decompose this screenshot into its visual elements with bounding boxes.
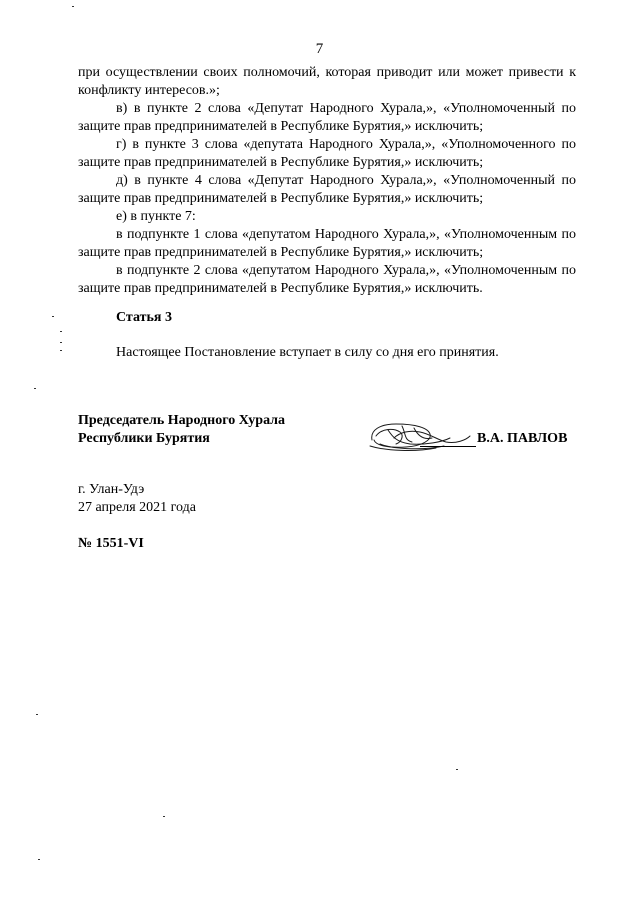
scan-speck <box>36 714 38 715</box>
paragraph: при осуществлении своих полномочий, которая приводит или может привести к конфликту интересов.»; <box>78 65 576 98</box>
scan-speck <box>34 388 36 389</box>
scan-speck <box>72 6 74 7</box>
signatory-title <box>78 412 285 448</box>
scan-speck <box>52 316 54 317</box>
signature-line <box>420 446 476 447</box>
scan-speck <box>456 769 458 770</box>
article-heading: Статья 3 <box>116 310 172 325</box>
paragraph: в подпункте 2 слова «депутатом Народного Хурала,», «Уполномоченным по защите прав предпринимателей в Республике Бурятия,» исключить. <box>78 263 576 296</box>
scan-speck <box>60 331 62 332</box>
paragraph: в подпункте 1 слова «депутатом Народного Хурала,», «Уполномоченным по защите прав предпринимателей в Республике Бурятия,» исключить; <box>78 227 576 260</box>
place-and-date <box>78 481 196 517</box>
paragraph: е) в пункте 7: <box>116 209 196 224</box>
amendment-text <box>78 64 576 298</box>
handwritten-signature <box>366 418 478 454</box>
document-number: № 1551-VI <box>78 536 144 551</box>
article-text: Настоящее Постановление вступает в силу со дня его принятия. <box>116 345 499 360</box>
place: г. Улан-Удэ <box>78 482 145 497</box>
page-number: 7 <box>315 41 324 57</box>
signatory-title-line: Республики Бурятия <box>78 431 210 446</box>
scan-speck <box>60 350 62 351</box>
signatory-name: В.А. ПАВЛОВ <box>477 431 568 446</box>
scan-speck <box>163 816 165 817</box>
scan-speck <box>38 859 40 860</box>
date: 27 апреля 2021 года <box>78 500 196 515</box>
signatory-title-line: Председатель Народного Хурала <box>78 413 286 428</box>
paragraph: д) в пункте 4 слова «Депутат Народного Хурала,», «Уполномоченный по защите прав предпринимателей в Республике Бурятия,» исключить; <box>78 173 576 206</box>
scan-speck <box>60 342 62 343</box>
paragraph: в) в пункте 2 слова «Депутат Народного Хурала,», «Уполномоченный по защите прав предпринимателей в Республике Бурятия,» исключить; <box>78 101 576 134</box>
paragraph: г) в пункте 3 слова «депутата Народного Хурала,», «Уполномоченного по защите прав предпринимателей в Республике Бурятия,» исключить; <box>78 137 576 170</box>
